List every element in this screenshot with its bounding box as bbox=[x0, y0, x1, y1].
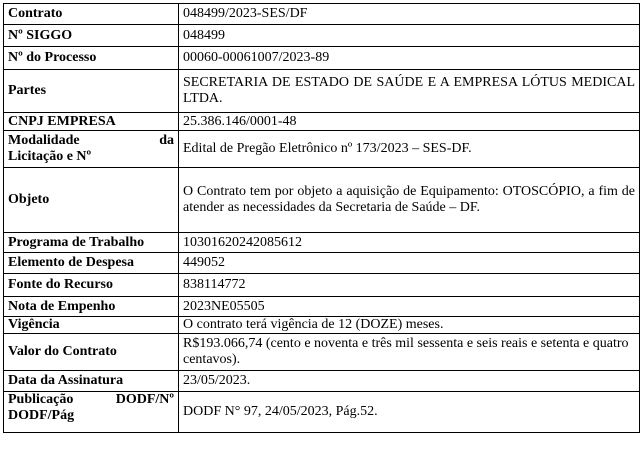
table-row-elemento bbox=[4, 253, 640, 274]
row-value: 23/05/2023. bbox=[179, 371, 640, 392]
row-value: R$193.066,74 (cento e noventa e três mil sessenta e seis reais e setenta e quatro centavos). bbox=[179, 334, 640, 371]
row-label: Nº do Processo bbox=[4, 47, 179, 70]
row-label-part: Publicação bbox=[8, 392, 74, 407]
table-row-modalidade bbox=[4, 131, 640, 168]
table-row-partes bbox=[4, 70, 640, 113]
row-label bbox=[4, 131, 179, 168]
row-label: Nota de Empenho bbox=[4, 297, 179, 317]
row-label: Programa de Trabalho bbox=[4, 233, 179, 253]
row-label: Data da Assinatura bbox=[4, 371, 179, 392]
row-label: Contrato bbox=[4, 4, 179, 25]
table-row-publicacao bbox=[4, 392, 640, 433]
row-label: Valor do Contrato bbox=[4, 334, 179, 371]
row-value: 2023NE05505 bbox=[179, 297, 640, 317]
row-value: Edital de Pregão Eletrônico nº 173/2023 – SES-DF. bbox=[179, 131, 640, 168]
row-value: DODF N° 97, 24/05/2023, Pág.52. bbox=[179, 392, 640, 433]
table-row-vigencia bbox=[4, 317, 640, 334]
table-row-siggo bbox=[4, 25, 640, 47]
row-value: 838114772 bbox=[179, 274, 640, 297]
row-label-line-2: DODF/Pág bbox=[8, 408, 75, 423]
contract-extract bbox=[3, 3, 640, 433]
table-row-assinatura bbox=[4, 371, 640, 392]
row-label: Objeto bbox=[4, 168, 179, 233]
row-value: 25.386.146/0001-48 bbox=[179, 113, 640, 131]
row-value: 00060-00061007/2023-89 bbox=[179, 47, 640, 70]
table-row-fonte bbox=[4, 274, 640, 297]
table-row-cnpj bbox=[4, 113, 640, 131]
row-label-part: DODF/Nº bbox=[115, 392, 174, 407]
row-label-part: Modalidade bbox=[8, 133, 80, 148]
row-label: Vigência bbox=[4, 317, 179, 334]
table-row-programa bbox=[4, 233, 640, 253]
row-label-line-1 bbox=[8, 133, 174, 149]
row-value: 048499 bbox=[179, 25, 640, 47]
row-label: CNPJ EMPRESA bbox=[4, 113, 179, 131]
row-label-part: da bbox=[159, 133, 174, 148]
row-value: O Contrato tem por objeto a aquisição de Equipamento: OTOSCÓPIO, a fim de atender as necessidades da Secretaria de Saúde – DF. bbox=[179, 168, 640, 233]
table-row-empenho bbox=[4, 297, 640, 317]
row-label: Elemento de Despesa bbox=[4, 253, 179, 274]
row-label bbox=[4, 392, 179, 433]
table-row-processo bbox=[4, 47, 640, 70]
row-label-line-2: Licitação e Nº bbox=[8, 149, 92, 164]
row-value: 10301620242085612 bbox=[179, 233, 640, 253]
row-value: SECRETARIA DE ESTADO DE SAÚDE E A EMPRESA LÓTUS MEDICAL LTDA. bbox=[179, 70, 640, 113]
row-value: 048499/2023-SES/DF bbox=[179, 4, 640, 25]
row-label: Fonte do Recurso bbox=[4, 274, 179, 297]
table-row-valor bbox=[4, 334, 640, 371]
row-value: O contrato terá vigência de 12 (DOZE) meses. bbox=[179, 317, 640, 334]
row-label: Nº SIGGO bbox=[4, 25, 179, 47]
row-value: 449052 bbox=[179, 253, 640, 274]
row-label: Partes bbox=[4, 70, 179, 113]
table-row-objeto bbox=[4, 168, 640, 233]
contract-table bbox=[3, 3, 640, 433]
table-row-contrato bbox=[4, 4, 640, 25]
row-label-line-1 bbox=[8, 392, 174, 408]
